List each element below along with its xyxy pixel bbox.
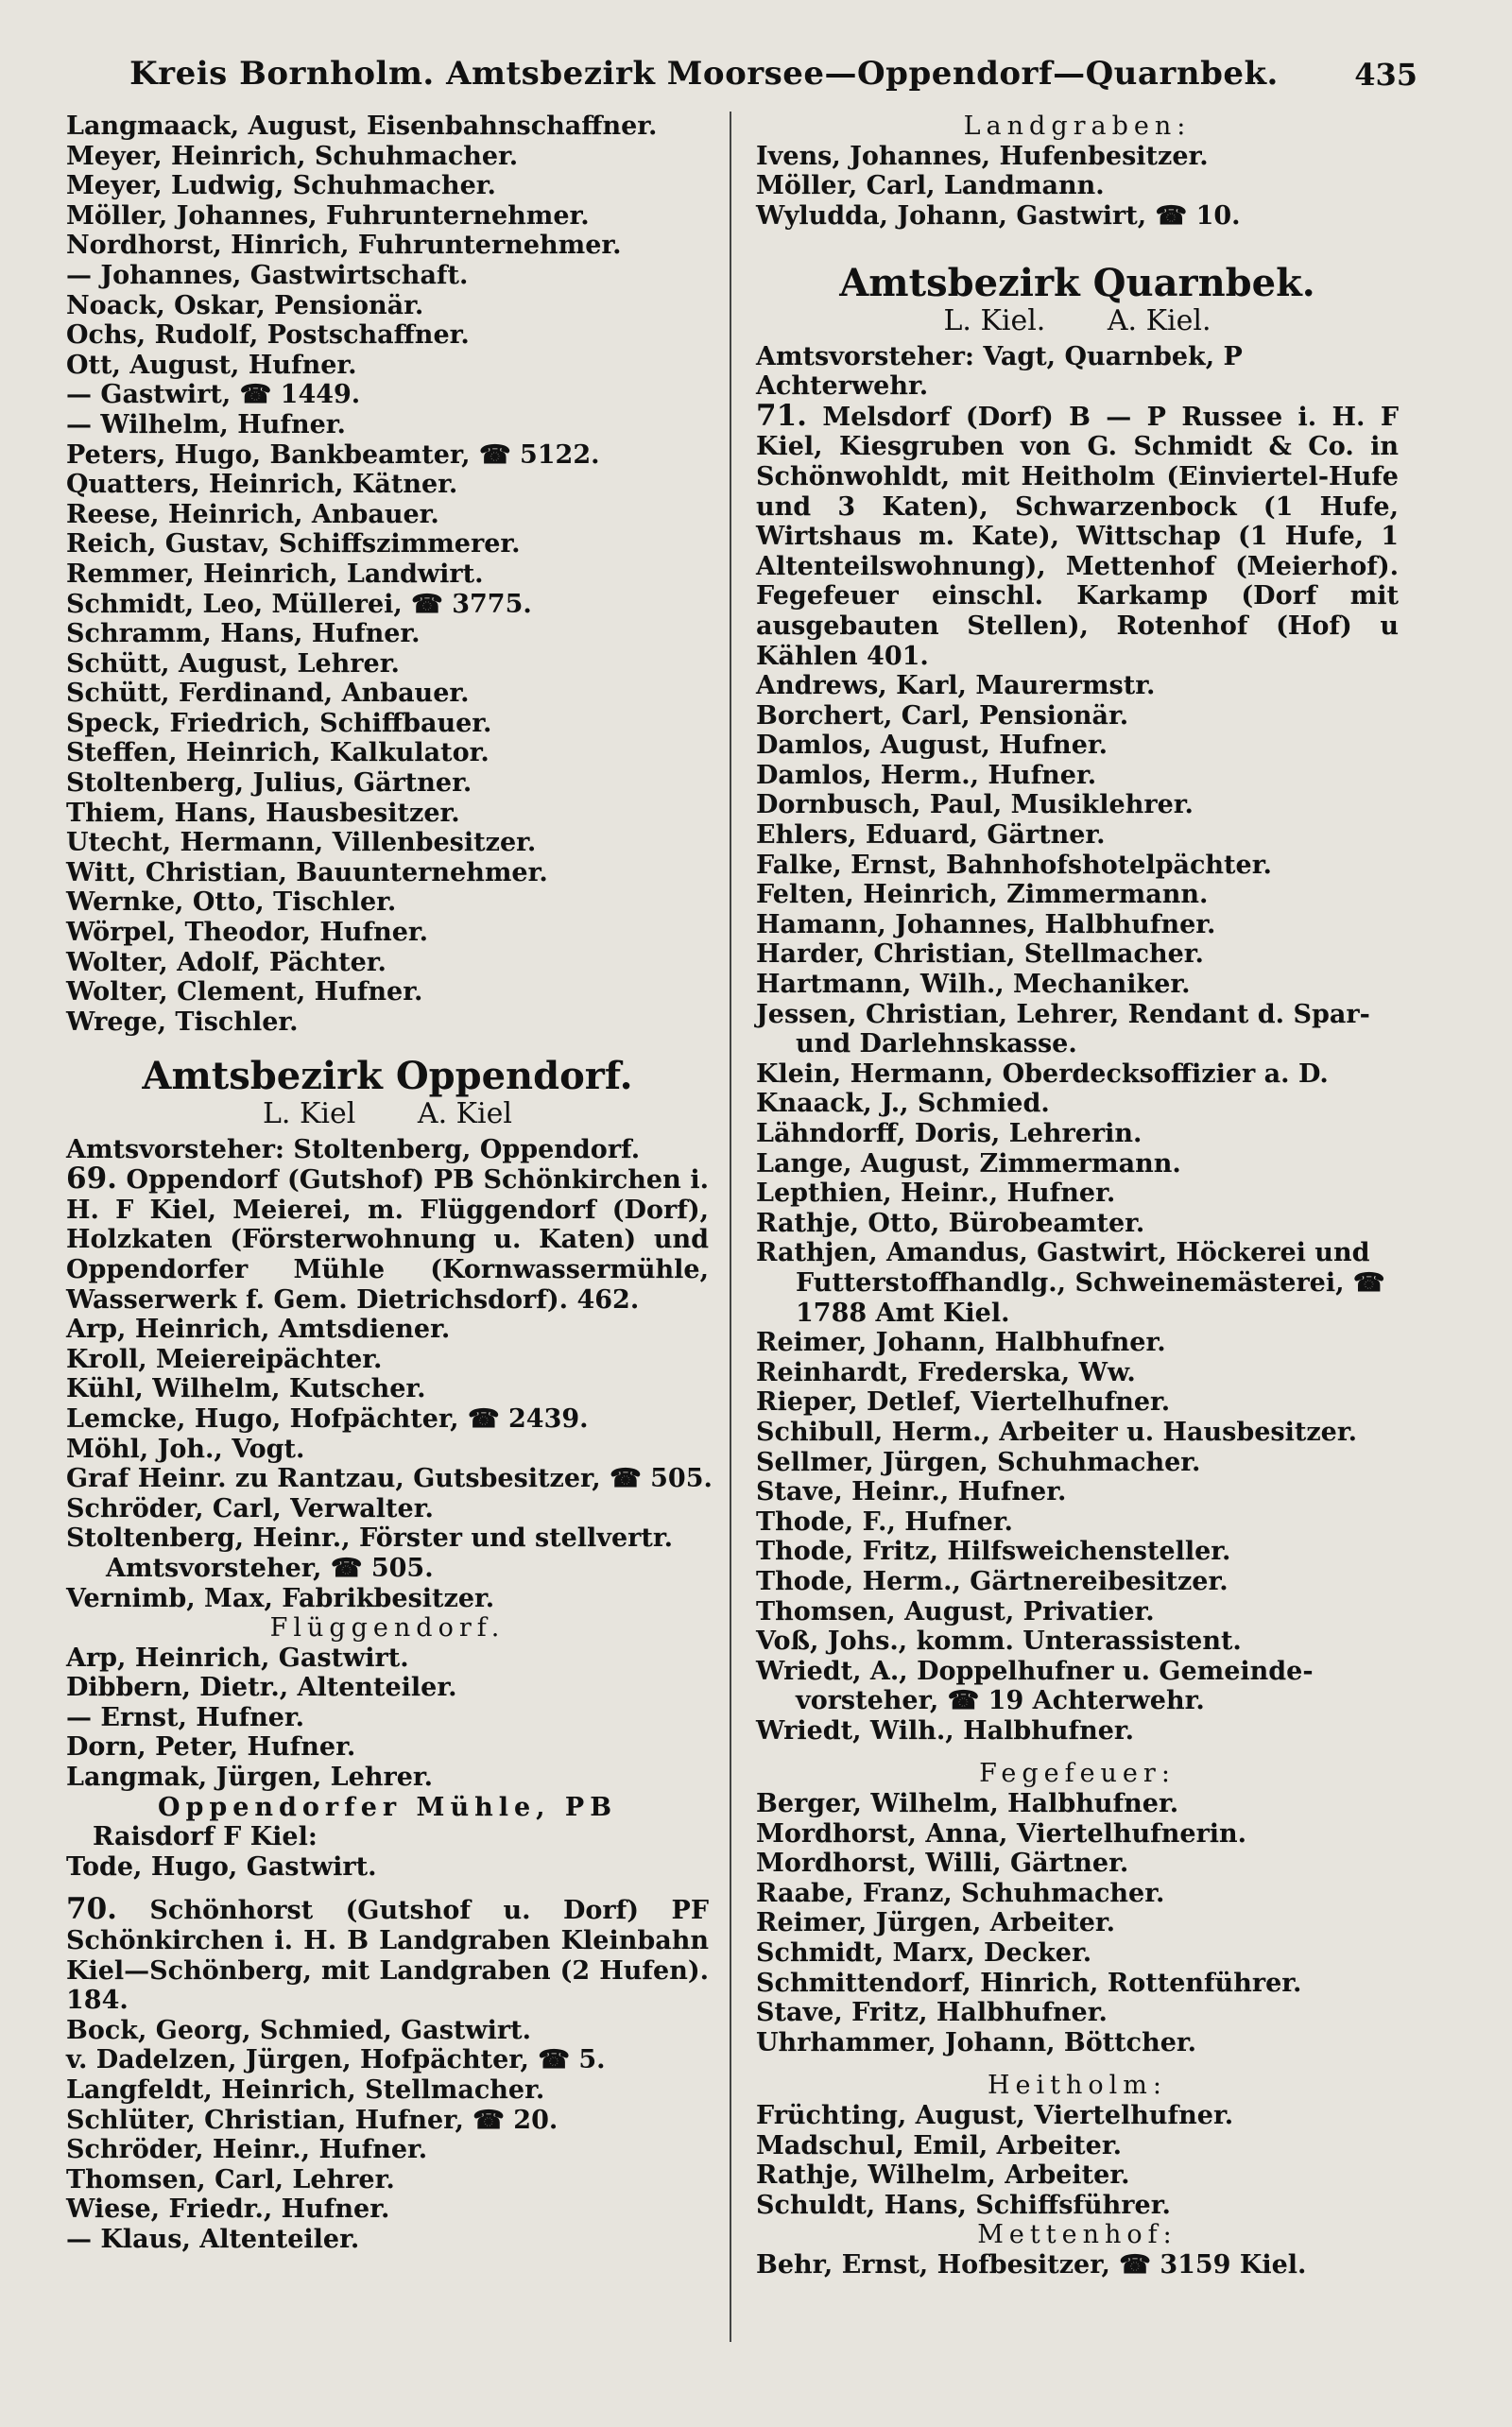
directory-entry: Möller, Carl, Landmann. [756, 171, 1105, 201]
directory-entry: Wiese, Friedr., Hufner. [66, 2195, 390, 2225]
directory-entry: Wolter, Clement, Hufner. [66, 977, 423, 1007]
directory-entry: Möller, Johannes, Fuhrunternehmer. [66, 200, 590, 231]
directory-entry: Behr, Ernst, Hofbesitzer, ☎ 3159 Kiel. [756, 2249, 1307, 2280]
directory-entry: Schuldt, Hans, Schiffsführer. [756, 2190, 1171, 2220]
directory-entry: Schmittendorf, Hinrich, Rottenführer. [756, 1968, 1302, 1998]
subsection-mettenhof: Mettenhof: [977, 2220, 1177, 2250]
subsection-heitholm: Heitholm: [988, 2071, 1167, 2101]
column-divider [730, 112, 731, 2342]
page-number: 435 [1354, 57, 1418, 93]
directory-entry: — Johannes, Gastwirtschaft. [66, 260, 469, 290]
directory-entry: Schmidt, Leo, Müllerei, ☎ 3775. [66, 589, 532, 619]
directory-entry: Kroll, Meiereipächter. [66, 1344, 383, 1374]
moorsee-entry-list [66, 112, 709, 1037]
directory-entry: Damlos, August, Hufner. [756, 731, 1108, 761]
subsection-fegefeuer: Fegefeuer: [979, 1759, 1176, 1789]
directory-entry: und Darlehnskasse. [796, 1029, 1077, 1059]
subsection-oppendorfer-muehle: Oppendorfer Mühle, PB [157, 1792, 618, 1822]
place-number: 69. [66, 1162, 117, 1196]
directory-entry: Schröder, Carl, Verwalter. [66, 1493, 434, 1523]
amtsgericht-label: A. Kiel. [1107, 303, 1211, 337]
directory-entry: Utecht, Hermann, Villenbesitzer. [66, 828, 537, 858]
directory-entry: — Gastwirt, ☎ 1449. [66, 380, 361, 410]
directory-entry: Ott, August, Hufner. [66, 350, 357, 380]
directory-entry: Quatters, Heinrich, Kätner. [66, 470, 458, 500]
directory-entry: — Wilhelm, Hufner. [66, 409, 346, 439]
directory-entry: Thode, Herm., Gärtnereibesitzer. [756, 1566, 1228, 1596]
place-entry-70 [66, 1892, 709, 2016]
directory-entry: Dorn, Peter, Hufner. [66, 1732, 356, 1763]
directory-entry: Meyer, Ludwig, Schuhmacher. [66, 171, 496, 201]
melsdorf-entry-list [756, 671, 1399, 1746]
directory-entry: Berger, Wilhelm, Halbhufner. [756, 1789, 1179, 1819]
directory-entry: Noack, Oskar, Pensionär. [66, 290, 424, 320]
directory-entry: Ehlers, Eduard, Gärtner. [756, 820, 1106, 851]
directory-entry: v. Dadelzen, Jürgen, Hofpächter, ☎ 5. [66, 2045, 606, 2075]
directory-entry: Schütt, August, Lehrer. [66, 648, 400, 679]
place-entry-69 [66, 1164, 709, 1315]
directory-entry: Wörpel, Theodor, Hufner. [66, 918, 429, 948]
directory-entry: Rathje, Otto, Bürobeamter. [756, 1208, 1145, 1238]
mettenhof-entry-list [756, 2250, 1399, 2281]
directory-entry: — Ernst, Hufner. [66, 1702, 305, 1732]
place-number: 70. [66, 1892, 117, 1927]
directory-entry: Stoltenberg, Heinr., Förster und stellvertr. [66, 1523, 674, 1554]
directory-entry: Arp, Heinrich, Gastwirt. [66, 1643, 409, 1673]
directory-entry: Ochs, Rudolf, Postschaffner. [66, 320, 470, 351]
directory-entry: Möhl, Joh., Vogt. [66, 1434, 305, 1464]
right-column [756, 112, 1399, 2281]
directory-entry: Wyludda, Johann, Gastwirt, ☎ 10. [756, 200, 1241, 231]
directory-entry: Damlos, Herm., Hufner. [756, 760, 1097, 790]
court-line [756, 303, 1399, 337]
directory-entry: Mordhorst, Anna, Viertelhufnerin. [756, 1818, 1247, 1849]
directory-entry: Nordhorst, Hinrich, Fuhrunternehmer. [66, 231, 622, 261]
directory-entry: Witt, Christian, Bauunternehmer. [66, 857, 548, 887]
landgericht-label: L. Kiel [263, 1097, 356, 1130]
directory-entry: Langfeldt, Heinrich, Stellmacher. [66, 2075, 545, 2105]
directory-entry: Graf Heinr. zu Rantzau, Gutsbesitzer, ☎ 505. [66, 1464, 713, 1494]
directory-entry: 1788 Amt Kiel. [796, 1298, 1010, 1328]
directory-entry: Wriedt, A., Doppelhufner u. Gemeinde- [756, 1656, 1314, 1686]
directory-entry: Wernke, Otto, Tischler. [66, 887, 397, 918]
directory-entry: Futterstoffhandlg., Schweinemästerei, ☎ [796, 1267, 1385, 1298]
directory-entry: Steffen, Heinrich, Kalkulator. [66, 738, 490, 768]
page-header [66, 36, 1418, 93]
directory-entry: Hartmann, Wilh., Mechaniker. [756, 970, 1191, 1000]
directory-entry: Rathje, Wilhelm, Arbeiter. [756, 2160, 1130, 2191]
directory-entry: Meyer, Heinrich, Schuhmacher. [66, 141, 519, 171]
directory-entry: Speck, Friedrich, Schiffbauer. [66, 708, 492, 738]
directory-entry: Dornbusch, Paul, Musiklehrer. [756, 790, 1194, 820]
directory-entry: Rathjen, Amandus, Gastwirt, Höckerei und [756, 1238, 1370, 1268]
directory-entry: Wrege, Tischler. [66, 1007, 299, 1037]
place-number: 71. [756, 398, 807, 433]
amtsvorsteher-line: Amtsvorsteher: Stoltenberg, Oppendorf. [66, 1134, 641, 1164]
schoenhorst-entry-list [66, 2016, 709, 2255]
directory-entry: Schibull, Herm., Arbeiter u. Hausbesitzer. [756, 1417, 1358, 1447]
directory-entry: Reinhardt, Frederska, Ww. [756, 1357, 1136, 1387]
directory-entry: Lange, August, Zimmermann. [756, 1148, 1181, 1179]
directory-entry: Reich, Gustav, Schiffszimmerer. [66, 529, 521, 559]
directory-entry: Raabe, Franz, Schuhmacher. [756, 1878, 1165, 1908]
directory-entry: Lepthien, Heinr., Hufner. [756, 1179, 1116, 1209]
directory-entry: Bock, Georg, Schmied, Gastwirt. [66, 2015, 531, 2045]
running-title: Kreis Bornholm. Amtsbezirk Moorsee—Oppendorf—Quarnbek. [129, 55, 1279, 93]
directory-entry: Peters, Hugo, Bankbeamter, ☎ 5122. [66, 439, 600, 470]
amtsgericht-label: A. Kiel [417, 1097, 512, 1130]
subsection-flueggendorf: Flüggendorf. [269, 1613, 506, 1644]
place-entry-71 [756, 398, 1399, 671]
section-heading-quarnbek: Amtsbezirk Quarnbek. [839, 261, 1315, 306]
directory-entry: Ivens, Johannes, Hufenbesitzer. [756, 141, 1209, 171]
subsection-landgraben: Landgraben: [963, 112, 1192, 141]
directory-entry: Thode, F., Hufner. [756, 1506, 1013, 1537]
left-column [66, 112, 713, 2255]
directory-entry: Arp, Heinrich, Amtsdiener. [66, 1315, 451, 1345]
place-description: Melsdorf (Dorf) B — P Russee i. H. F Kiel, Kiesgruben von G. Schmidt & Co. in Schönwohldt, mit Heitholm (Einviertel-Hufe und 3 Katen), Schwarzenbock (1 Hufe, Wirtshaus m. Kate), Wittschap (1 Hufe, 1 Altenteilswohnung), Mettenhof (Meierhof). Fegefeuer einschl. Karkamp (Dorf mit ausgebauten Stellen), Rotenhof (Hof) u Kählen 401. [756, 402, 1399, 671]
subsection-muehle-address: Raisdorf F Kiel: [93, 1822, 318, 1852]
directory-entry: Uhrhammer, Johann, Böttcher. [756, 2027, 1197, 2057]
directory-entry: Schmidt, Marx, Decker. [756, 1938, 1092, 1969]
directory-entry: Wriedt, Wilh., Halbhufner. [756, 1715, 1135, 1746]
landgericht-label: L. Kiel. [943, 303, 1046, 337]
place-description: Schönhorst (Gutshof u. Dorf) PF Schönkirchen i. H. B Landgraben Kleinbahn Kiel—Schönberg, mit Landgraben (2 Hufen). 184. [66, 1896, 709, 2016]
oppendorf-entry-list [66, 1315, 713, 1613]
directory-entry: Rieper, Detlef, Viertelhufner. [756, 1387, 1171, 1418]
directory-entry: Lähndorff, Doris, Lehrerin. [756, 1119, 1143, 1148]
directory-entry: Thiem, Hans, Hausbesitzer. [66, 798, 460, 828]
directory-entry: Vernimb, Max, Fabrikbesitzer. [66, 1583, 495, 1613]
directory-entry: Kühl, Wilhelm, Kutscher. [66, 1374, 426, 1404]
directory-entry: Schröder, Heinr., Hufner. [66, 2135, 428, 2165]
directory-entry: Borchert, Carl, Pensionär. [756, 700, 1129, 731]
directory-entry: Stave, Fritz, Halbhufner. [756, 1998, 1108, 2028]
directory-entry: Stoltenberg, Julius, Gärtner. [66, 768, 472, 799]
directory-entry: Lemcke, Hugo, Hofpächter, ☎ 2439. [66, 1403, 589, 1434]
directory-entry: Mordhorst, Willi, Gärtner. [756, 1849, 1129, 1879]
directory-entry: Reimer, Johann, Halbhufner. [756, 1328, 1166, 1358]
directory-entry: Harder, Christian, Stellmacher. [756, 939, 1204, 970]
directory-entry: Madschul, Emil, Arbeiter. [756, 2130, 1122, 2160]
directory-entry: Felten, Heinrich, Zimmermann. [756, 880, 1209, 910]
directory-entry: Früchting, August, Viertelhufner. [756, 2101, 1234, 2130]
heitholm-entry-list [756, 2101, 1399, 2220]
directory-entry: Klein, Hermann, Oberdecksoffizier a. D. [756, 1059, 1329, 1089]
directory-entry: Schlüter, Christian, Hufner, ☎ 20. [66, 2105, 558, 2135]
directory-entry: Reese, Heinrich, Anbauer. [66, 499, 439, 529]
directory-entry: Reimer, Jürgen, Arbeiter. [756, 1908, 1116, 1938]
amtsvorsteher-line: Amtsvorsteher: Vagt, Quarnbek, P Achterwehr. [756, 341, 1243, 402]
section-heading-oppendorf: Amtsbezirk Oppendorf. [142, 1054, 633, 1099]
directory-entry: Knaack, J., Schmied. [756, 1089, 1050, 1119]
landgraben-entry-list [756, 142, 1399, 232]
flueggendorf-entry-list [66, 1644, 709, 1793]
place-description: Oppendorf (Gutshof) PB Schönkirchen i. H. F Kiel, Meierei, m. Flüggendorf (Dorf), Holzkaten (Försterwohnung u. Katen) und Oppendorfer Mühle (Kornwassermühle, Wasserwerk f. Gem. Dietrichsdorf). 462. [66, 1165, 709, 1315]
directory-entry: vorsteher, ☎ 19 Achterwehr. [796, 1686, 1205, 1716]
directory-entry: Falke, Ernst, Bahnhofshotelpächter. [756, 850, 1272, 880]
directory-entry: Voß, Johs., komm. Unterassistent. [756, 1627, 1242, 1657]
directory-entry: Thode, Fritz, Hilfsweichensteller. [756, 1537, 1231, 1567]
directory-entry: Remmer, Heinrich, Landwirt. [66, 559, 484, 589]
directory-entry: Thomsen, Carl, Lehrer. [66, 2164, 395, 2195]
fegefeuer-entry-list [756, 1789, 1399, 2057]
directory-entry: Andrews, Karl, Maurermstr. [756, 671, 1156, 701]
directory-entry: — Klaus, Altenteiler. [66, 2224, 360, 2254]
directory-entry: Schramm, Hans, Hufner. [66, 619, 421, 649]
directory-entry: Thomsen, August, Privatier. [756, 1596, 1155, 1627]
directory-entry: Stave, Heinr., Hufner. [756, 1477, 1067, 1507]
court-line [66, 1099, 709, 1129]
directory-entry: Langmak, Jürgen, Lehrer. [66, 1763, 434, 1793]
directory-entry: Hamann, Johannes, Halbhufner. [756, 909, 1216, 939]
directory-entry: Amtsvorsteher, ☎ 505. [106, 1553, 434, 1583]
directory-entry: Jessen, Christian, Lehrer, Rendant d. Spar- [756, 999, 1370, 1029]
directory-entry: Schütt, Ferdinand, Anbauer. [66, 679, 470, 709]
muehle-entry: Tode, Hugo, Gastwirt. [66, 1851, 377, 1882]
directory-entry: Langmaack, August, Eisenbahnschaffner. [66, 112, 658, 141]
directory-entry: Dibbern, Dietr., Altenteiler. [66, 1673, 457, 1703]
directory-entry: Wolter, Adolf, Pächter. [66, 947, 387, 977]
directory-entry: Sellmer, Jürgen, Schuhmacher. [756, 1447, 1201, 1477]
